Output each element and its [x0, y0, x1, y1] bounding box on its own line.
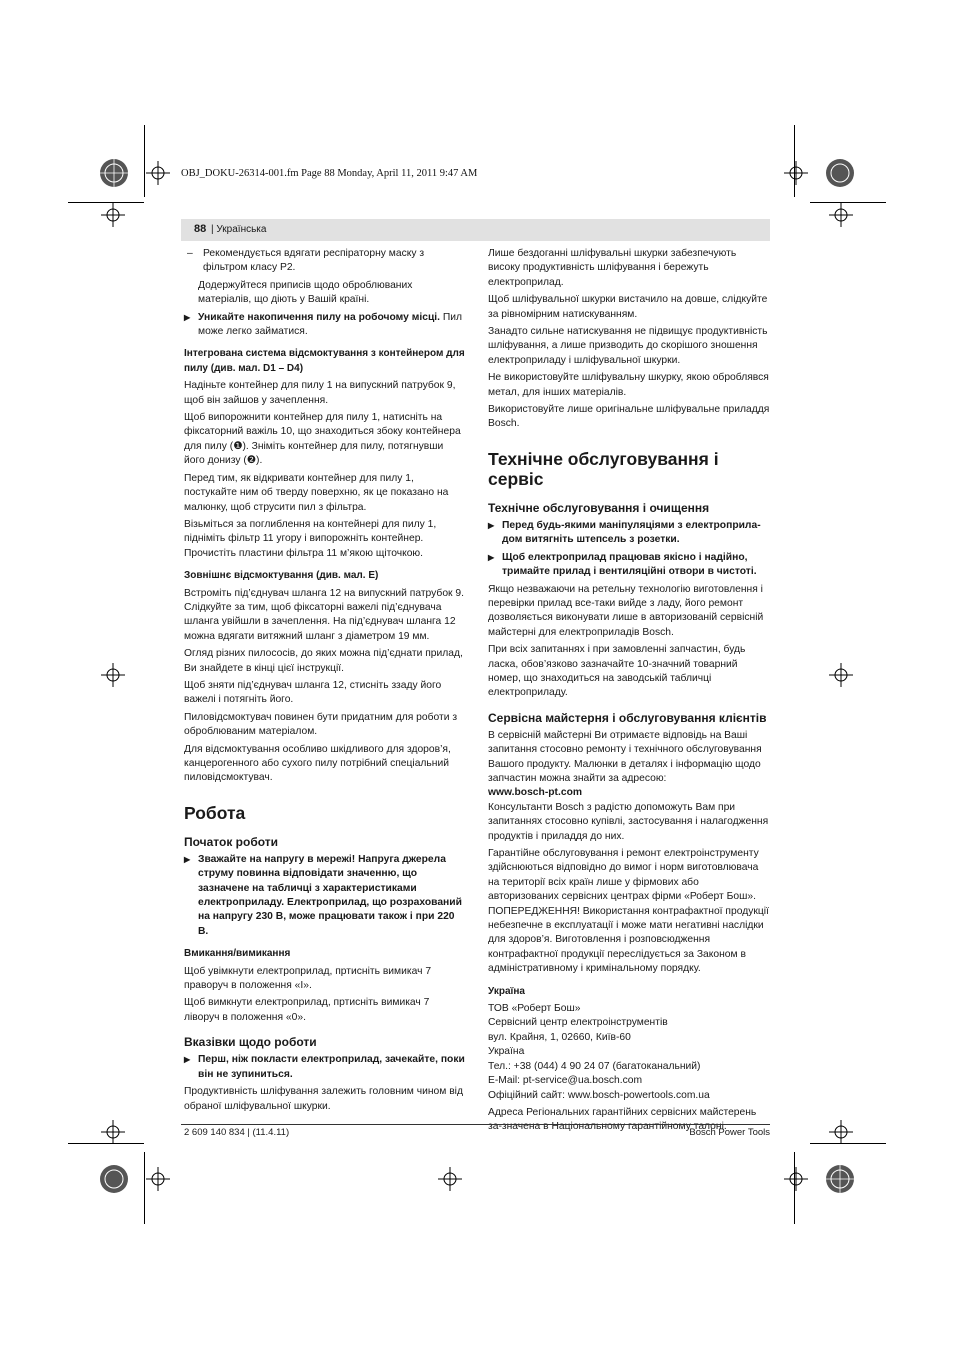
right-column: [488, 247, 770, 1138]
subsection-heading: Сервісна майстерня і обслуговування клієнтів: [488, 710, 767, 725]
file-slug: OBJ_DOKU-26314-001.fm Page 88 Monday, April 11, 2011 9:47 AM: [181, 168, 478, 179]
paragraph: Для відсмоктування особливо шкідливого для здоров’я, канцерогенного або сухого пилу потрібний спеціальний пиловідсмоктувач.: [184, 743, 451, 784]
left-column: [184, 247, 466, 1117]
paragraph: Занадто сильне натискування не підвищує продуктивність шліфування, а лише призводить до скорішого зношення електроприладу і шліфувальної шкурки.: [488, 326, 768, 366]
paragraph: Адреса Регіональних гарантійних сервісних майстерень за-значена в Національному гарантійному талоні.: [488, 1106, 757, 1133]
email-line[interactable]: E-Mail: pt-service@ua.bosch.com: [488, 1075, 643, 1087]
footer-part-number: 2 609 140 834 | (11.4.11): [184, 1127, 290, 1138]
paragraph: Гарантійне обслуговування і ремонт електроінструменту здійснюються відповідно до вимог і норм виготовлювача на території всіх країн лише у фірмових або авторизованих сервісних центрах фірми «Роберт Бош».: [488, 848, 759, 903]
subheading: Вмикання/вимикання: [184, 948, 291, 960]
paragraph: Щоб випорожнити контейнер для пилу 1, натисніть на фіксаторний важіль 10, що знаходиться збоку контейнера для пилу (❶). Зніміть контейнер для пилу, потягнувши його донизу (❷).: [184, 412, 461, 467]
registration-target-icon: [98, 157, 130, 189]
list-item: – Рекомендується вдягати респіраторну маску з фільтром класу P2.: [187, 248, 425, 274]
paragraph: Продуктивність шліфування залежить головним чином від обраної шліфувальної шкурки.: [184, 1086, 463, 1112]
subsection-heading: Початок роботи: [184, 834, 279, 849]
address-line: Сервісний центр електроінструментів: [488, 1017, 668, 1029]
section-heading: Технічне обслуговування і сервіс: [488, 448, 719, 489]
registration-target-icon: [824, 1163, 856, 1195]
subheading: Україна: [488, 985, 525, 997]
paragraph: Надіньте контейнер для пилу 1 на випускний патрубок 9, щоб він зайшов у зачеплення.: [184, 380, 456, 406]
address-line: ТОВ «Роберт Бош»: [488, 1003, 581, 1015]
paragraph: При всіх запитаннях і при замовленні запчастин, будь ласка, обов’язково зазначайте 10-значний товарний номер, що знаходиться на заводській табличці електроприладу.: [488, 644, 746, 699]
paragraph: Перед тим, як відкривати контейнер для пилу 1, постукайте ним об тверду поверхню, як це показано на малюнку, щоб струсити пил з фільтра.: [184, 472, 449, 513]
warning-item: ▶ Уникайте накопичення пилу на робочому місці. Пил може легко займатися.: [184, 311, 463, 338]
paragraph: Щоб вимкнути електроприлад, пртисніть вимикач 7 ліворуч в положення «0».: [184, 997, 430, 1023]
crosshair-icon: [829, 663, 853, 687]
website-link[interactable]: www.bosch-pt.com: [488, 787, 583, 799]
page-footer: [181, 1124, 770, 1138]
arrow-bullet-icon: ▶: [184, 1055, 191, 1065]
crosshair-icon: [101, 203, 125, 227]
warning-item: ▶ Перш, ніж покласти електроприлад, зачекайте, поки він не зупиниться.: [184, 1054, 465, 1080]
crop-line: [144, 125, 145, 197]
phone-line: Тел.: +38 (044) 4 90 24 07 (багатоканальний): [488, 1060, 701, 1072]
crosshair-icon: [784, 161, 808, 185]
address-block: [488, 1002, 770, 1103]
paragraph: Лише бездоганні шліфувальні шкурки забезпечують високу продуктивність шліфування і бережуть електроприлад.: [488, 248, 737, 288]
website-line[interactable]: Офіційний сайт: www.bosch-powertools.com.ua: [488, 1089, 710, 1101]
paragraph: Додержуйтеся приписів щодо оброблюваних матеріалів, що діють у Вашій країні.: [198, 279, 413, 306]
arrow-bullet-icon: ▶: [488, 520, 495, 530]
crop-line: [144, 1152, 145, 1224]
crosshair-icon: [101, 663, 125, 687]
paragraph: Використовуйте лише оригінальне шліфувальне приладдя Bosch.: [488, 404, 770, 430]
warning-item: ▶ Щоб електроприлад працював якісно і надійно, тримайте прилад і вентиляційні отвори в чистоті.: [488, 551, 757, 578]
crosshair-icon: [784, 1167, 808, 1191]
paragraph: Візьміться за поглиблення на контейнері для пилу 1, підніміть фільтр 11 угору і випорожніть контейнер. Прочистіть пластини фільтра 11 м’якою щіточкою.: [184, 518, 437, 559]
warning-item: ▶ Зважайте на напругу в мережі! Напруга джерела струму повинна відповідати значенню, що зазначене на табличці з характеристиками електроприладу. Електроприлад, що розрахований на напругу 230 В, може працювати також і при 220 В.: [184, 853, 462, 937]
paragraph: Встроміть під’єднувач шланга 12 на випускний патрубок 9. Слідкуйте за тим, щоб фіксаторні важелі під’єднувача шланга увійшли в зачеплення. На під’єднувач шланга 12 можна вдягати витяжний шланг з діаметром 19 мм.: [184, 587, 464, 642]
paragraph: Щоб шліфувальної шкурки вистачило на довше, слідкуйте за рівномірним натискуванням.: [488, 294, 768, 320]
paragraph: В сервісній майстерні Ви отримаєте відповідь на Ваші запитання стосовно ремонту і технічного обслуговування Вашого продукту. Малюнки в деталях і інформацію щодо запчастин можна знайти за адресою:: [488, 729, 762, 784]
crosshair-icon: [829, 203, 853, 227]
address-line: Україна: [488, 1046, 525, 1058]
page-header: [181, 219, 770, 241]
subheading: Інтегрована система відсмоктування з контейнером для пилу (див. мал. D1 – D4): [184, 348, 465, 374]
subsection-heading: Вказівки щодо роботи: [184, 1035, 317, 1050]
address-line: вул. Крайня, 1, 02660, Київ-60: [488, 1031, 631, 1043]
section-heading: Робота: [184, 802, 246, 823]
crosshair-icon: [101, 1120, 125, 1144]
footer-brand: Bosch Power Tools: [689, 1127, 770, 1138]
language-label: | Українська: [211, 223, 267, 235]
paragraph: Огляд різних пилососів, до яких можна під’єднати прилад, Ви знайдете в кінці цієї інструкції.: [184, 648, 463, 674]
subsection-heading: Технічне обслуговування і очищення: [488, 500, 710, 515]
warning-item: ▶ Перед будь-якими маніпуляціями з електроприла-дом витягніть штепсель з розетки.: [488, 519, 761, 546]
crosshair-icon: [146, 161, 170, 185]
arrow-bullet-icon: ▶: [184, 312, 191, 322]
subheading: Зовнішнє відсмоктування (див. мал. E): [184, 570, 379, 582]
crosshair-icon: [146, 1167, 170, 1191]
paragraph: Щоб зняти під’єднувач шланга 12, стисніть ззаду його важелі і потягніть його.: [184, 679, 442, 706]
page-number: 88: [194, 223, 207, 235]
paragraph: Консультанти Bosch з радістю допоможуть Вам при запитаннях стосовно купівлі, застосування і налагодження продуктів і приладдя до них.: [488, 801, 769, 842]
paragraph: Якщо незважаючи на ретельну технологію виготовлення і перевірки прилад все-таки вийде з ладу, його ремонт дозволяється виконувати лише в авторизованій сервісній майстерні для електроприладів Bosch.: [488, 583, 764, 638]
registration-target-icon: [98, 1163, 130, 1195]
paragraph: ПОПЕРЕДЖЕННЯ! Використання контрафактної продукції небезпечне в експлуатації і може мати негативні наслідки для здоров’я. Виготовлення і розповсюдження контрафактної продукції переслідується за Законом в адміністративному і кримінальному порядку.: [488, 905, 769, 975]
paragraph: Щоб увімкнути електроприлад, пртисніть вимикач 7 праворуч в положення «I».: [184, 965, 432, 992]
paragraph: Не використовуйте шліфувальну шкурку, якою оброблявся метал, для інших матеріалів.: [488, 372, 769, 398]
paragraph: Пиловідсмоктувач повинен бути придатним для роботи з оброблюваним матеріалом.: [184, 711, 458, 738]
arrow-bullet-icon: ▶: [184, 854, 191, 864]
registration-target-icon: [824, 157, 856, 189]
crosshair-icon: [829, 1120, 853, 1144]
arrow-bullet-icon: ▶: [488, 552, 495, 562]
crosshair-icon: [438, 1167, 462, 1191]
